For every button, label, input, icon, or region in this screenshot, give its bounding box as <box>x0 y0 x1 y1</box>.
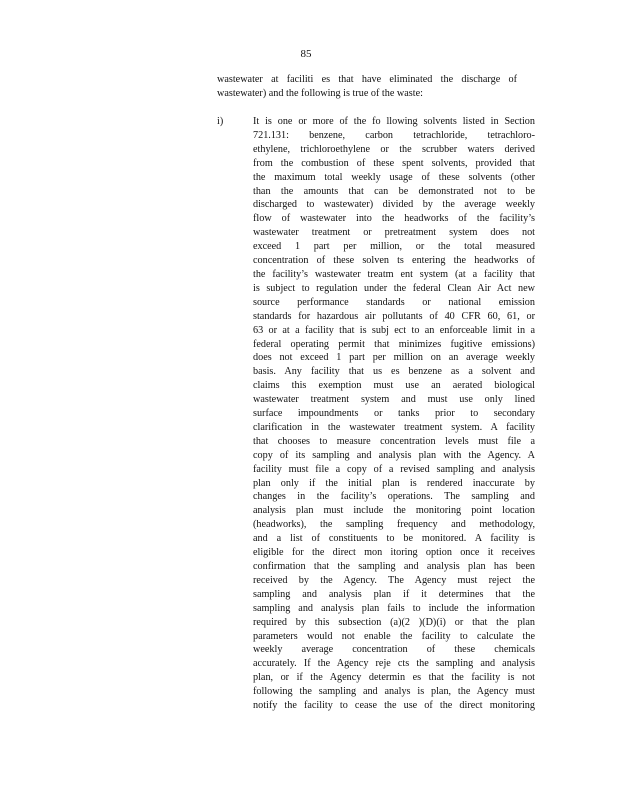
text-line: notify the facility to cease the use of the direct monitoring <box>253 700 535 712</box>
text-line: (headworks), the sampling frequency and methodology, <box>253 519 535 531</box>
text-line: basis. Any facility that us es benzene as a solvent and <box>253 366 535 378</box>
text-line: that chooses to measure concentration levels must file a <box>253 435 535 447</box>
text-line: wastewater at faciliti es that have eliminated the discharge of <box>217 74 517 85</box>
text-line: is subject to regulation under the federal Clean Air Act new <box>253 282 535 294</box>
text-line: source performance standards or national emission <box>253 296 535 308</box>
text-line: wastewater) and the following is true of the waste: <box>217 87 423 99</box>
text-line: following the sampling and analys is plan, the Agency must <box>253 686 535 698</box>
text-line: received by the Agency. The Agency must reject the <box>253 574 535 586</box>
text-line: It is one or more of the fo llowing solvents listed in Section <box>253 116 535 127</box>
text-line: standards for hazardous air pollutants of 40 CFR 60, 61, or <box>253 310 535 322</box>
text-line: discharged to wastewater) divided by the average weekly <box>253 199 535 211</box>
text-line: sampling and analysis plan fails to include the information <box>253 602 535 614</box>
text-line: confirmation that the sampling and analysis plan has been <box>253 561 535 572</box>
text-line: and a list of constituents to be monitored. A facility is <box>253 533 535 545</box>
text-line: plan, or if the Agency determin es that the facility is not <box>253 672 535 684</box>
text-line: wastewater treatment system and must use only lined <box>253 394 535 406</box>
text-line: exceed 1 part per million, or the total measured <box>253 241 535 253</box>
text-line: does not exceed 1 part per million on an average weekly <box>253 352 535 364</box>
text-line: sampling and analysis plan if it determines that the <box>253 588 535 600</box>
text-line: ethylene, trichloroethylene or the scrubber waters derived <box>253 143 535 155</box>
text-line: eligible for the direct mon itoring option once it receives <box>253 547 535 559</box>
text-line: plan only if the initial plan is rendered inaccurate by <box>253 477 535 489</box>
text-line: the facility’s wastewater treatm ent system (at a facility that <box>253 268 535 280</box>
text-line: than the amounts that can be demonstrated not to be <box>253 185 535 197</box>
intro-paragraph <box>217 73 517 101</box>
text-line: from the combustion of these spent solvents, provided that <box>253 157 535 169</box>
text-line: surface impoundments or tanks prior to secondary <box>253 408 535 420</box>
text-line: copy of its sampling and analysis plan with the Agency. A <box>253 449 535 461</box>
text-line: analysis plan must include the monitoring point location <box>253 505 535 517</box>
text-line: changes in the facility’s operations. The sampling and <box>253 491 535 503</box>
text-line: 63 or at a facility that is subj ect to an enforceable limit in a <box>253 324 535 336</box>
text-line: claims this exemption must use an aerated biological <box>253 380 535 392</box>
text-line: clarification in the wastewater treatment system. A facility <box>253 421 535 433</box>
text-line: required by this subsection (a)(2 )(D)(i) or that the plan <box>253 616 535 628</box>
text-line: federal operating permit that minimizes fugitive emissions) <box>253 338 535 350</box>
text-line: wastewater treatment or pretreatment system does not <box>253 227 535 239</box>
text-line: concentration of these solven ts entering the headworks of <box>253 255 535 267</box>
page-number-text: 85 <box>300 48 312 60</box>
text-line: the maximum total weekly usage of these solvents (other <box>253 171 535 183</box>
text-line: facility must file a copy of a revised sampling and analysis <box>253 463 535 475</box>
list-item-body <box>253 115 535 713</box>
text-line: flow of wastewater into the headworks of the facility’s <box>253 213 535 225</box>
text-line: parameters would not enable the facility to calculate the <box>253 630 535 642</box>
text-line: accurately. If the Agency reje cts the sampling and analysis <box>253 658 535 670</box>
text-line: weekly average concentration of these chemicals <box>253 644 535 656</box>
text-line: 721.131: benzene, carbon tetrachloride, tetrachloro- <box>253 129 535 141</box>
page-number <box>0 48 618 60</box>
list-item-label: i) <box>217 116 224 127</box>
